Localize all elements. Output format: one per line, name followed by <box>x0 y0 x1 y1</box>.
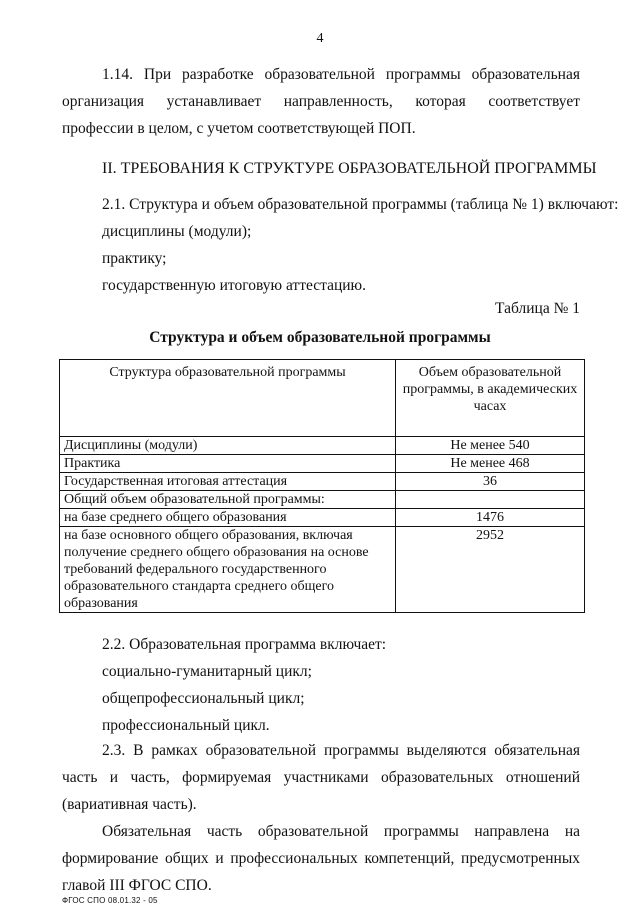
table-cell: Государственная итоговая аттестация <box>60 473 396 491</box>
table-title: Структура и объем образовательной программы <box>149 329 491 346</box>
paragraph-2-1: 2.1. Структура и объем образовательной программы (таблица № 1) включают: <box>102 196 619 213</box>
table-cell: на базе среднего общего образования <box>60 509 396 527</box>
list-item-general-cycle: общепрофессиональный цикл; <box>102 690 305 707</box>
table-cell: Практика <box>60 455 396 473</box>
section-heading: II. ТРЕБОВАНИЯ К СТРУКТУРЕ ОБРАЗОВАТЕЛЬНОЙ ПРОГРАММЫ <box>102 160 597 177</box>
structure-table <box>59 359 585 613</box>
table-cell: Общий объем образовательной программы: <box>60 491 396 509</box>
table-cell: 36 <box>396 473 585 491</box>
table-cell: 2952 <box>396 527 585 613</box>
footer-code: ФГОС СПО 08.01.32 - 05 <box>62 896 158 905</box>
table-row <box>60 491 585 509</box>
list-item-social-cycle: социально-гуманитарный цикл; <box>102 663 312 680</box>
table-row <box>60 437 585 455</box>
list-item-professional-cycle: профессиональный цикл. <box>102 717 270 734</box>
page-number: 4 <box>316 31 324 46</box>
table-row <box>60 473 585 491</box>
table-cell: Дисциплины (модули) <box>60 437 396 455</box>
table-cell: на базе основного общего образования, включая получение среднего общего образования на основе требований федерального государственного образовательного стандарта среднего общего образования <box>60 527 396 613</box>
table-row <box>60 527 585 613</box>
table-cell: Не менее 468 <box>396 455 585 473</box>
list-item-disciplines: дисциплины (модули); <box>102 223 252 240</box>
table-number: Таблица № 1 <box>495 300 580 317</box>
list-item-attestation: государственную итоговую аттестацию. <box>102 277 367 294</box>
list-item-practice: практику; <box>102 250 167 267</box>
table-header-cell: Структура образовательной программы <box>60 360 396 437</box>
table-row <box>60 455 585 473</box>
paragraph-2-2: 2.2. Образовательная программа включает: <box>102 636 387 653</box>
table-cell: 1476 <box>396 509 585 527</box>
table-header-row <box>60 360 585 437</box>
table-cell <box>396 491 585 509</box>
paragraph-1-14: 1.14. При разработке образовательной программы образовательная организация устанавливает направленность, которая соответствует профессии в целом, с учетом соответствующей ПОП. <box>62 66 580 137</box>
paragraph-2-3: 2.3. В рамках образовательной программы выделяются обязательная часть и часть, формируемая участниками образовательных отношений (вариативная часть). <box>62 742 580 813</box>
table-header-cell: Объем образовательной программы, в академических часах <box>396 360 585 437</box>
table-row <box>60 509 585 527</box>
table-cell: Не менее 540 <box>396 437 585 455</box>
paragraph-mandatory-part: Обязательная часть образовательной программы направлена на формирование общих и профессиональных компетенций, предусмотренных главой III ФГОС СПО. <box>62 823 580 894</box>
